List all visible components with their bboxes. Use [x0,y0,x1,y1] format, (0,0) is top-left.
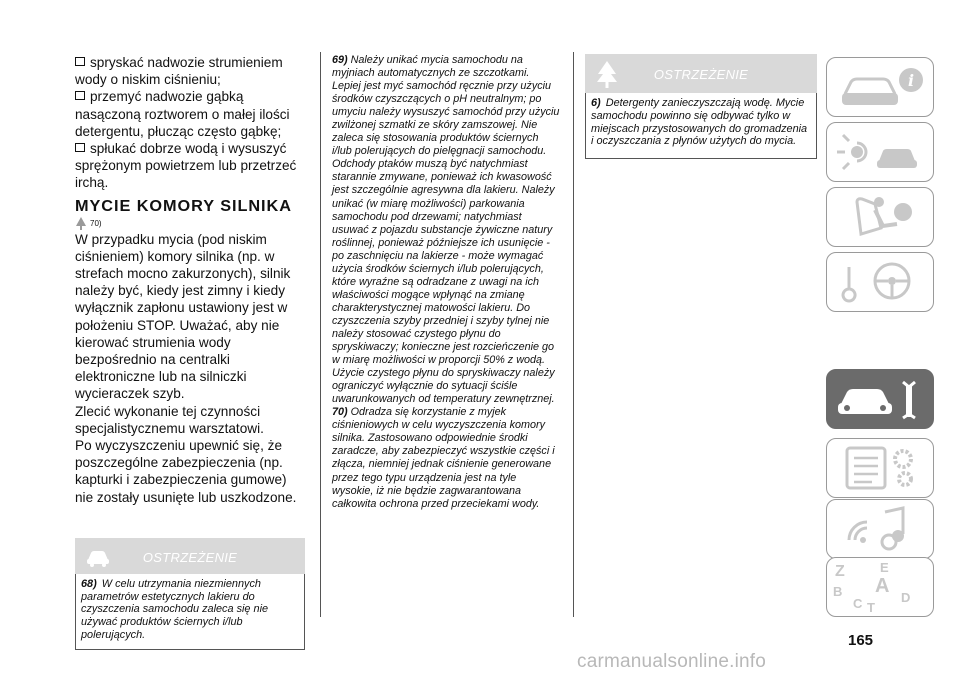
bullet-box-icon [75,143,85,152]
index-letter: T [867,600,875,615]
index-letter: D [901,590,911,605]
column-divider [573,52,574,617]
page-number: 165 [848,632,874,649]
warning-title: OSTRZEŻENIE [653,67,749,82]
warning-light-icon [827,123,933,181]
tab-safety[interactable] [826,187,934,247]
airbag-seat-icon [827,188,933,246]
note-item: 69) Należy unikać mycia samochodu na myjniach automatycznych ze szczotkami. Lepiej jest myć samochód ręcznie przy użyciu środków czyszczących o pH neutralnym; po umyciu należy wysuszyć samochód przy użyciu zwilżonej szmatki ze skóry zamszowej. Nie zaleca się stosowania produktów ściernych i/lub polerujących do pielęgnacji samochodu. Odchody ptaków muszą być natychmiast starannie zmywane, ponieważ ich kwasowość jest szczególnie agresywna dla lakieru. Należy unikać (w miarę możliwości) parkowania samochodu pod drzewami; natychmiast usuwać z pojazdu substancje żywiczne natury roślinnej, ponieważ późniejsze ich usunięcie - po zaschnięciu na lakierze - może wymagać użycia środków ściernych i/lub polerujących, które wyraźne są odradzane z uwagi na ich właściwości mogące wpłynąć na zmianę charakterystycznej matowości lakieru. Do czyszczenia szyby przedniej i szyby tylnej nie należy stosować czystego płynu do spryskiwaczy; konieczne jest rozcieńczenie go w miarę możliwości w proporcji 50% z wodą. Użycie czystego płynu do spryskiwaczy należy ograniczyć wyłącznie do sytuacji ściśle uwarunkowanych od temperatury zewnętrznej. [332,54,560,406]
tab-index[interactable] [826,557,934,617]
reference-line [75,217,307,231]
car-service-icon [827,439,933,497]
footer-watermark: carmanualsonline.info [577,651,767,672]
warning-box [585,54,817,159]
bullet-item: spryskać nadwozie strumieniem wody o niskim ciśnieniu; [75,55,283,88]
warning-text: 68) W celu utrzymania niezmiennych parametrów estetycznych lakieru do czyszczenia samochodu zaleca się nie używać produktów ściernych i/lub polerujących. [75,574,305,650]
svg-text:i: i [907,71,915,90]
car-wrench-icon [827,370,933,428]
column-middle [332,54,560,511]
note-item: 70) Odradza się korzystanie z myjek ciśnieniowych w celu wyczyszczenia komory silnika. Zastosowano odpowiednie środki zaradcze, aby zabezpieczyć wszystkie części i złącza, niemniej jednak ciśnienie generowane przez tego typu urządzenia jest na tyle wysokie, iż nie będzie zagwarantowana całkowita ochrona przed przeciekami wody. [332,406,555,510]
index-letter: A [875,575,890,597]
index-letter: B [833,584,843,599]
car-info-icon [827,58,933,116]
index-letter: E [880,560,889,575]
column-right [585,54,817,159]
index-letter: C [853,596,863,611]
alphabet-index-icon [827,558,933,616]
tab-emergency[interactable] [826,369,934,429]
bullet-item: przemyć nadwozie gąbką nasączoną roztworem o małej ilości detergentu, płucząc często gąbkę; [75,89,290,139]
multimedia-icon [827,500,933,558]
tab-car-info[interactable] [826,57,934,117]
warning-header [75,538,305,574]
bullet-box-icon [75,91,85,100]
tab-multimedia[interactable] [826,499,934,559]
warning-box [75,538,305,650]
tab-driving[interactable] [826,252,934,312]
ref-marker: 70) [90,218,102,228]
warning-title: OSTRZEŻENIE [142,549,238,565]
column-left [75,54,307,650]
tab-maintenance[interactable] [826,438,934,498]
tab-warning-lights[interactable] [826,122,934,182]
column-divider [320,52,321,617]
warning-header [585,54,817,93]
paragraph: Po wyczyszczeniu upewnić się, że poszczególne zabezpieczenia (np. kapturki i zabezpieczenia gumowe) nie zostały usunięte lub uszkodzone. [75,438,297,505]
warning-text: 6) Detergenty zanieczyszczają wodę. Mycie samochodu powinno się odbywać tylko w miejscach przystosowanych do gromadzenia i oczyszczania z płynów użytych do mycia. [585,93,817,159]
section-heading: MYCIE KOMORY SILNIKA [75,197,292,215]
paragraph: Zlecić wykonanie tej czynności specjalistycznemu warsztatowi. [75,403,264,436]
bullet-item: spłukać dobrze wodą i wysuszyć sprężonym powietrzem lub przetrzeć irchą. [75,141,297,191]
paragraph: W przypadku mycia (pod niskim ciśnieniem) komory silnika (np. w strefach mocno zakurzonych), silnik należy być, kiedy jest zimny i kiedy wyłącznik zapłonu ustawiony jest w położeniu STOP. Uważać, aby nie kierować strumienia wody bezpośrednio na centralki elektroniczne lub na silniczki wycieraczek szyb. [75,231,291,402]
bullet-box-icon [75,57,85,66]
index-letter: Z [835,563,845,580]
steering-key-icon [827,253,933,311]
environment-tree-icon [75,217,87,230]
